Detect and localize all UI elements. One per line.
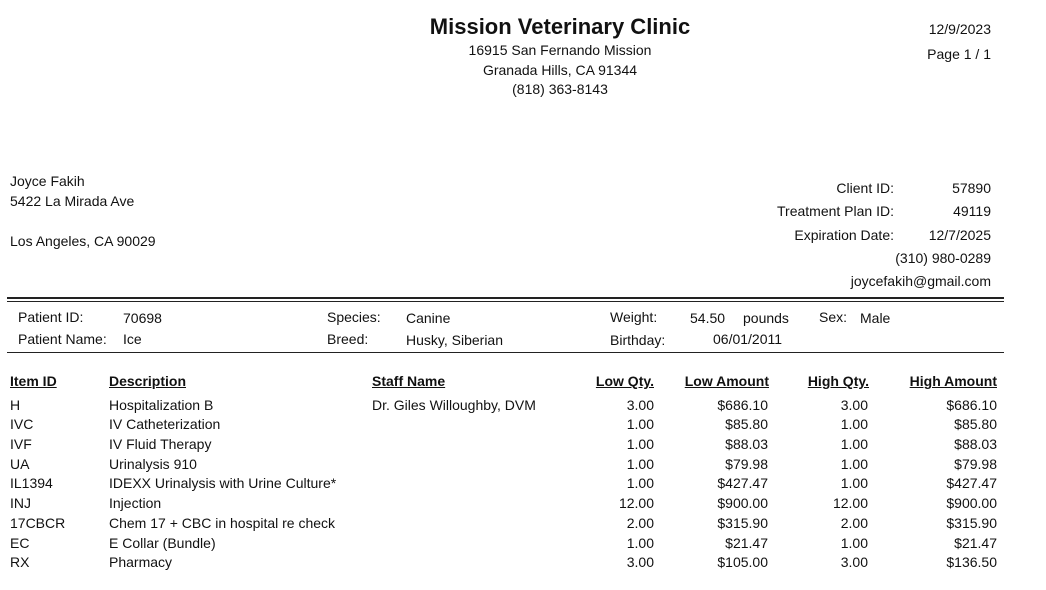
clinic-phone: (818) 363-8143 xyxy=(512,81,608,97)
item-low-amount: $79.98 xyxy=(725,456,768,472)
patient-id-value: 70698 xyxy=(123,310,162,326)
item-high-qty: 12.00 xyxy=(832,495,868,511)
double-rule-bottom xyxy=(7,301,1004,302)
table-row xyxy=(0,475,1046,495)
item-description: Pharmacy xyxy=(109,554,173,570)
item-id: IVC xyxy=(10,416,34,432)
item-id: EC xyxy=(10,535,30,551)
item-low-qty: 2.00 xyxy=(626,515,654,531)
item-id: RX xyxy=(10,554,30,570)
item-description: Injection xyxy=(109,495,162,511)
item-description: IDEXX Urinalysis with Urine Culture* xyxy=(109,475,337,491)
item-high-amount: $136.50 xyxy=(946,554,997,570)
expiration-date-value: 12/7/2025 xyxy=(928,227,991,243)
double-rule-top xyxy=(7,297,1004,299)
weight-unit: pounds xyxy=(743,310,789,326)
expiration-date-label: Expiration Date: xyxy=(794,227,894,243)
item-low-qty: 12.00 xyxy=(618,495,654,511)
item-low-qty: 1.00 xyxy=(626,535,654,551)
species-label: Species: xyxy=(327,309,381,325)
sex-value: Male xyxy=(860,310,891,326)
table-header xyxy=(0,373,1046,393)
item-description: E Collar (Bundle) xyxy=(109,535,216,551)
species-value: Canine xyxy=(406,310,451,326)
client-id-value: 57890 xyxy=(952,180,991,196)
item-id: 17CBCR xyxy=(10,515,66,531)
table-row xyxy=(0,554,1046,574)
treatment-plan-id-label: Treatment Plan ID: xyxy=(777,203,894,219)
table-row xyxy=(0,456,1046,476)
table-row xyxy=(0,416,1046,436)
item-low-qty: 1.00 xyxy=(626,456,654,472)
item-low-amount: $21.47 xyxy=(725,535,768,551)
patient-id-label: Patient ID: xyxy=(18,309,84,325)
item-high-qty: 1.00 xyxy=(840,475,868,491)
clinic-address-line-2: Granada Hills, CA 91344 xyxy=(482,62,638,78)
patient-name-label: Patient Name: xyxy=(18,331,107,347)
item-low-amount: $686.10 xyxy=(717,397,768,413)
patient-divider xyxy=(7,352,1004,353)
item-id: H xyxy=(10,397,21,413)
item-id: UA xyxy=(10,456,30,472)
item-description: Urinalysis 910 xyxy=(109,456,197,472)
item-staff: Dr. Giles Willoughby, DVM xyxy=(372,397,536,413)
header-staff-name: Staff Name xyxy=(372,373,446,389)
breed-value: Husky, Siberian xyxy=(406,332,504,348)
item-high-qty: 1.00 xyxy=(840,436,868,452)
item-high-amount: $21.47 xyxy=(954,535,997,551)
item-high-amount: $427.47 xyxy=(946,475,997,491)
page-number: Page 1 / 1 xyxy=(927,46,991,62)
sex-label: Sex: xyxy=(819,309,848,325)
client-city: Los Angeles, CA 90029 xyxy=(10,233,156,249)
report-date: 12/9/2023 xyxy=(928,21,991,37)
item-description: IV Fluid Therapy xyxy=(109,436,212,452)
client-phone: (310) 980-0289 xyxy=(895,250,991,266)
item-high-amount: $79.98 xyxy=(954,456,997,472)
clinic-name: Mission Veterinary Clinic xyxy=(429,14,691,39)
item-high-qty: 3.00 xyxy=(840,554,868,570)
table-row xyxy=(0,397,1046,417)
client-id-label: Client ID: xyxy=(836,180,894,196)
header-low-amount: Low Amount xyxy=(684,373,769,389)
item-high-qty: 2.00 xyxy=(840,515,868,531)
item-id: IVF xyxy=(10,436,32,452)
item-high-qty: 1.00 xyxy=(840,416,868,432)
client-name: Joyce Fakih xyxy=(10,173,85,189)
item-low-amount: $315.90 xyxy=(717,515,768,531)
breed-label: Breed: xyxy=(327,331,369,347)
item-description: Chem 17 + CBC in hospital re check xyxy=(109,515,336,531)
item-high-qty: 1.00 xyxy=(840,456,868,472)
item-high-amount: $88.03 xyxy=(954,436,997,452)
client-email: joycefakih@gmail.com xyxy=(850,273,991,289)
table-row xyxy=(0,535,1046,555)
item-high-amount: $315.90 xyxy=(946,515,997,531)
table-row xyxy=(0,515,1046,535)
header-high-amount: High Amount xyxy=(909,373,997,389)
item-high-qty: 3.00 xyxy=(840,397,868,413)
table-row xyxy=(0,495,1046,515)
clinic-address-line-1: 16915 San Fernando Mission xyxy=(468,42,652,58)
header-description: Description xyxy=(109,373,187,389)
patient-name-value: Ice xyxy=(123,331,142,347)
item-high-amount: $85.80 xyxy=(954,416,997,432)
item-high-qty: 1.00 xyxy=(840,535,868,551)
item-high-amount: $900.00 xyxy=(946,495,997,511)
birthday-value: 06/01/2011 xyxy=(713,331,783,347)
item-low-amount: $88.03 xyxy=(725,436,768,452)
weight-label: Weight: xyxy=(610,309,658,325)
item-id: INJ xyxy=(10,495,31,511)
item-low-amount: $105.00 xyxy=(717,554,768,570)
item-low-amount: $85.80 xyxy=(725,416,768,432)
item-description: IV Catheterization xyxy=(109,416,221,432)
item-low-amount: $427.47 xyxy=(717,475,768,491)
item-low-qty: 3.00 xyxy=(626,554,654,570)
table-row xyxy=(0,436,1046,456)
item-high-amount: $686.10 xyxy=(946,397,997,413)
header-item-id: Item ID xyxy=(10,373,57,389)
treatment-plan-id-value: 49119 xyxy=(953,203,991,219)
item-low-qty: 1.00 xyxy=(626,436,654,452)
item-description: Hospitalization B xyxy=(109,397,214,413)
birthday-label: Birthday: xyxy=(610,332,666,348)
item-low-qty: 1.00 xyxy=(626,475,654,491)
header-low-qty: Low Qty. xyxy=(595,373,654,389)
item-low-amount: $900.00 xyxy=(717,495,768,511)
item-low-qty: 3.00 xyxy=(626,397,654,413)
header-high-qty: High Qty. xyxy=(807,373,869,389)
client-street: 5422 La Mirada Ave xyxy=(10,193,135,209)
item-id: IL1394 xyxy=(10,475,53,491)
item-low-qty: 1.00 xyxy=(626,416,654,432)
weight-value: 54.50 xyxy=(690,310,726,326)
